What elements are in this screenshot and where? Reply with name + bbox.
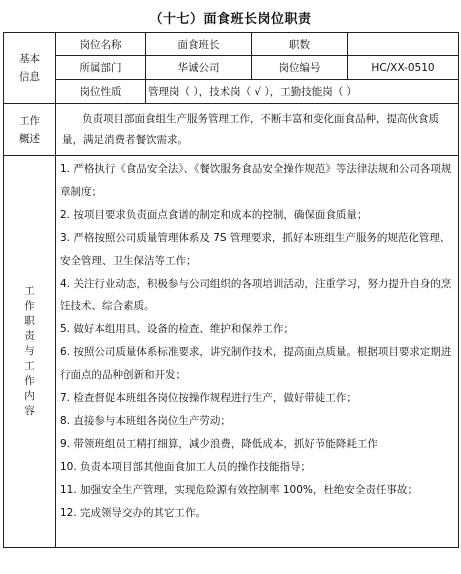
duties-row [4, 156, 459, 548]
department-label: 所属部门 [56, 56, 146, 80]
post-code-value: HC/XX-0510 [348, 56, 459, 80]
post-nature-value: 管理岗（ ），技术岗（ √ ），工勤技能岗（ ） [146, 80, 459, 104]
basic-info-label-line1: 基本 [19, 53, 40, 65]
duty-item: 11. 加强安全生产管理，实现危险源有效控制率 100%，杜绝安全责任事故； [60, 483, 418, 496]
duties-label-char: 作 [24, 375, 35, 387]
headcount-label: 职数 [252, 33, 348, 56]
post-code-label: 岗位编号 [252, 56, 348, 80]
basic-info-label [4, 33, 56, 104]
post-nature-label: 岗位性质 [56, 80, 146, 104]
duty-item: 2. 按项目要求负责面点食谱的制定和成本的控制，确保面食质量； [60, 208, 368, 221]
page-title: （十七）面食班长岗位职责 [149, 12, 312, 27]
post-name-label: 岗位名称 [56, 33, 146, 56]
duties-label-char: 工 [24, 360, 35, 372]
department-value: 华诚公司 [146, 56, 252, 80]
overview-label [4, 104, 56, 156]
duty-item: 10. 负责本项目部其他面食加工人员的操作技能指导； [60, 460, 312, 473]
job-description-table [3, 32, 459, 548]
overview-text-content: 负责项目部面食组生产服务管理工作，不断丰富和变化面食品种，提高伙食质量，满足消费者餐饮需求。 [62, 112, 439, 146]
duties-label-char: 容 [24, 405, 35, 417]
duties-label-char: 责 [24, 330, 35, 342]
basic-info-label-line2: 信息 [19, 71, 40, 83]
duty-item: 12. 完成领导交办的其它工作。 [60, 506, 207, 519]
headcount-value [348, 33, 459, 56]
duty-item: 8. 直接参与本班组各岗位生产劳动； [60, 414, 231, 427]
overview-text [56, 104, 459, 156]
duties-label-char: 作 [24, 300, 35, 312]
department-row [4, 56, 459, 80]
duties-label [4, 156, 56, 548]
duties-label-char: 工 [24, 285, 35, 297]
duty-item: 1. 严格执行《食品安全法》、《餐饮服务食品安全操作规范》等法律法规和公司各项规章制度； [60, 163, 452, 198]
overview-row [4, 104, 459, 156]
post-nature-row [4, 80, 459, 104]
duties-list [56, 156, 459, 548]
duties-label-char: 内 [24, 390, 35, 402]
post-name-value: 面食班长 [146, 33, 252, 56]
duties-label-char: 职 [24, 315, 35, 327]
duty-item: 5. 做好本组用具、设备的检查、维护和保养工作； [60, 323, 294, 336]
overview-label-line1: 工作 [19, 114, 40, 127]
duty-item: 4. 关注行业动态，积极参与公司组织的各项培训活动，注重学习，努力提升自身的烹饪技术、综合素质。 [60, 277, 452, 313]
overview-label-line2: 概述 [19, 132, 40, 145]
post-name-row [4, 33, 459, 56]
duty-item: 9. 带领班组员工精打细算，减少浪费，降低成本，抓好节能降耗工作 [60, 437, 378, 450]
duty-item: 6. 按照公司质量体系标准要求，讲究制作技术，提高面点质量。根据项目要求定期进行面点的品种创新和开发； [60, 346, 452, 382]
duty-item: 7. 检查督促本班组各岗位按操作规程进行生产，做好带徒工作； [60, 392, 357, 405]
duty-item: 3. 严格按照公司质量管理体系及 7S 管理要求，抓好本班组生产服务的规范化管理、安全管理、卫生保洁等工作； [60, 231, 451, 267]
duties-label-char: 与 [24, 345, 35, 357]
